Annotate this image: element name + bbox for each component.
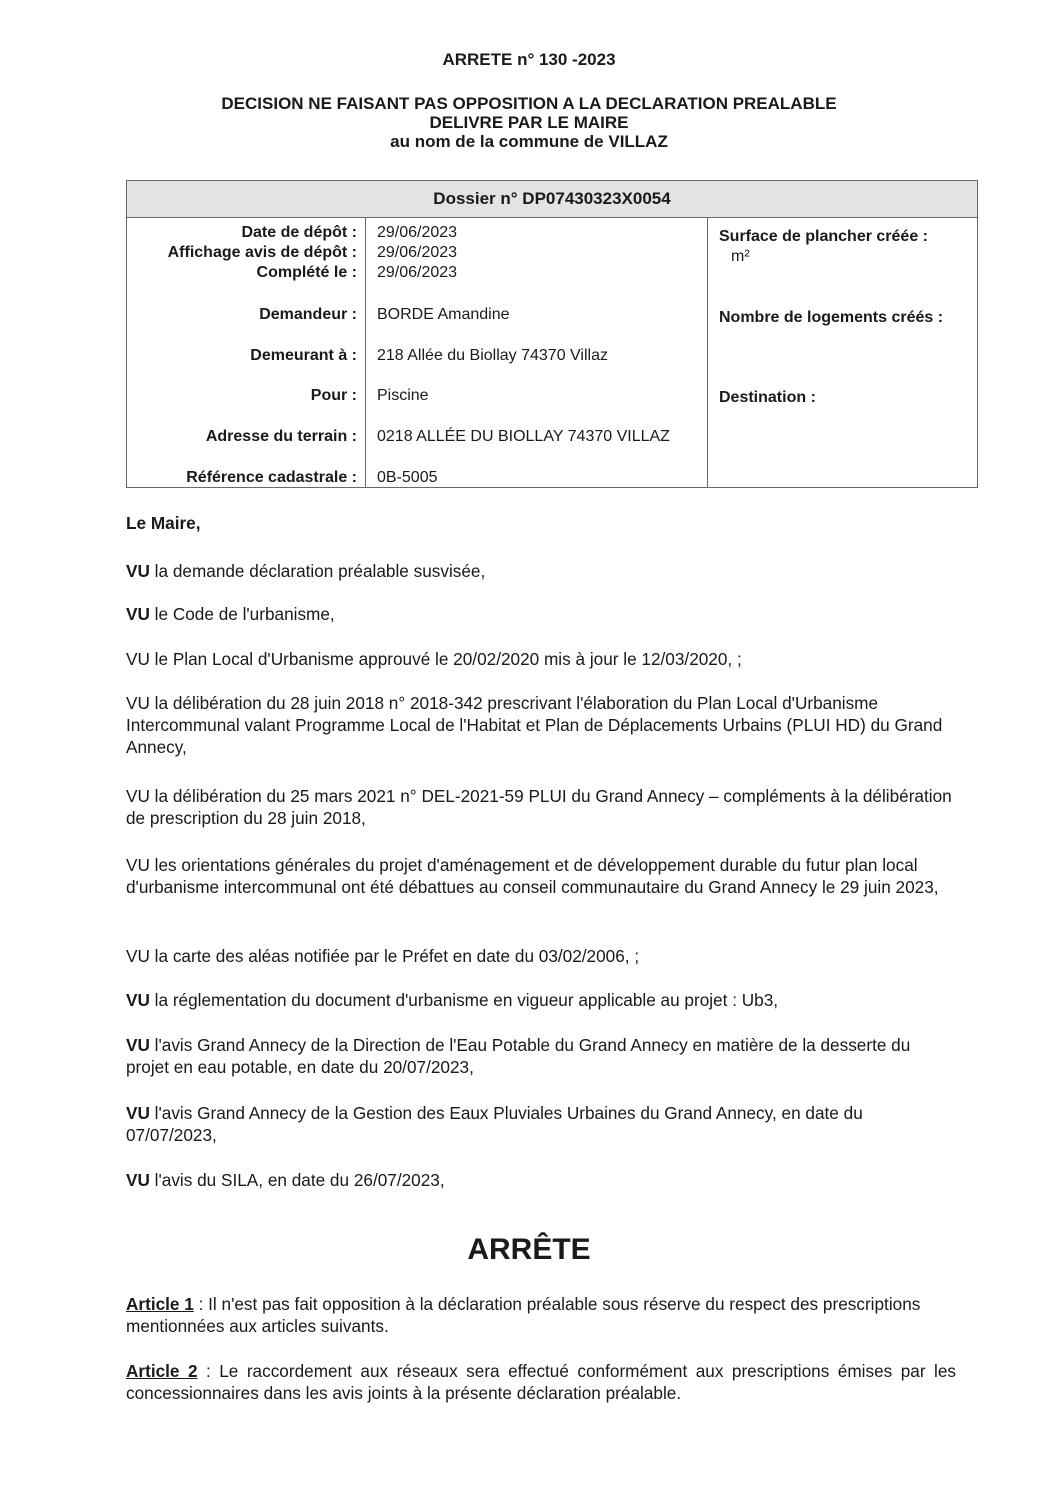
affichage-label: Affichage avis de dépôt : [167, 244, 357, 261]
date-depot-label: Date de dépôt : [241, 224, 357, 241]
surface-label: Surface de plancher créée : [719, 228, 928, 245]
demeurant-value: 218 Allée du Biollay 74370 Villaz [377, 347, 608, 364]
pour-label: Pour : [310, 387, 357, 404]
vu-paragraph: VU les orientations générales du projet d'aménagement et de développement durable du futur plan local d'urbanisme intercommunal ont été débattues au conseil communautaire du Grand Annecy le 29 juin 2023, [126, 855, 939, 897]
decision-line-1: DECISION NE FAISANT PAS OPPOSITION A LA DECLARATION PREALABLE [221, 94, 837, 113]
surface-unit: m² [731, 248, 750, 265]
vu-paragraph: VU la demande déclaration préalable susvisée, [126, 561, 486, 581]
vu-paragraph: VU l'avis du SILA, en date du 26/07/2023, [126, 1170, 445, 1190]
adresse-label: Adresse du terrain : [205, 428, 357, 445]
reference-label: Référence cadastrale : [186, 469, 357, 486]
decision-line-2: DELIVRE PAR LE MAIRE [429, 113, 629, 132]
reference-value: 0B-5005 [377, 469, 438, 486]
article-1: Article 1 : Il n'est pas fait opposition à la déclaration préalable sous réserve du respect des prescriptions mentionnées aux articles suivants. [126, 1294, 921, 1336]
vu-paragraph: VU le Code de l'urbanisme, [126, 604, 335, 624]
arrete-title: ARRÊTE [467, 1233, 591, 1266]
complete-label: Complété le : [256, 264, 357, 281]
dossier-table [126, 180, 978, 488]
logements-label: Nombre de logements créés : [719, 309, 944, 326]
adresse-value: 0218 ALLÉE DU BIOLLAY 74370 VILLAZ [377, 428, 670, 445]
arrete-number: ARRETE n° 130 -2023 [442, 50, 616, 69]
demandeur-label: Demandeur : [259, 306, 357, 323]
dossier-title: Dossier n° DP07430323X0054 [127, 181, 977, 218]
date-depot-value: 29/06/2023 [377, 224, 458, 241]
decision-line-3: au nom de la commune de VILLAZ [390, 132, 668, 151]
vu-paragraph: VU le Plan Local d'Urbanisme approuvé le 20/02/2020 mis à jour le 12/03/2020, ; [126, 649, 742, 669]
demeurant-label: Demeurant à : [250, 347, 357, 364]
vu-paragraph: VU la carte des aléas notifiée par le Préfet en date du 03/02/2006, ; [126, 946, 640, 966]
pour-value: Piscine [377, 387, 429, 404]
affichage-value: 29/06/2023 [377, 244, 458, 261]
table-divider-1 [365, 217, 366, 487]
complete-value: 29/06/2023 [377, 264, 458, 281]
article-2: Article 2 : Le raccordement aux réseaux sera effectué conformément aux prescriptions émises par les concessionnaires dans les avis joints à la présente déclaration préalable. [126, 1361, 957, 1403]
destination-label: Destination : [719, 389, 816, 406]
decision-heading [0, 94, 1058, 151]
vu-paragraph: VU la délibération du 28 juin 2018 n° 2018-342 prescrivant l'élaboration du Plan Local d'Urbanisme Intercommunal valant Programme Local de l'Habitat et Plan de Déplacements Urbains (PLUI HD) du Grand Annecy, [126, 693, 943, 757]
vu-paragraph: VU l'avis Grand Annecy de la Gestion des Eaux Pluviales Urbaines du Grand Annecy, en date du 07/07/2023, [126, 1103, 863, 1145]
article-2-label: Article 2 [126, 1361, 198, 1381]
vu-paragraph: VU la réglementation du document d'urbanisme en vigueur applicable au projet : Ub3, [126, 990, 779, 1010]
salutation: Le Maire, [126, 513, 201, 533]
table-divider-2 [707, 217, 708, 487]
article-1-label: Article 1 [126, 1294, 194, 1314]
vu-paragraph: VU la délibération du 25 mars 2021 n° DEL-2021-59 PLUI du Grand Annecy – compléments à la délibération de prescription du 28 juin 2018, [126, 786, 952, 828]
vu-paragraph: VU l'avis Grand Annecy de la Direction de l'Eau Potable du Grand Annecy en matière de la desserte du projet en eau potable, en date du 20/07/2023, [126, 1035, 911, 1077]
demandeur-value: BORDE Amandine [377, 306, 510, 323]
